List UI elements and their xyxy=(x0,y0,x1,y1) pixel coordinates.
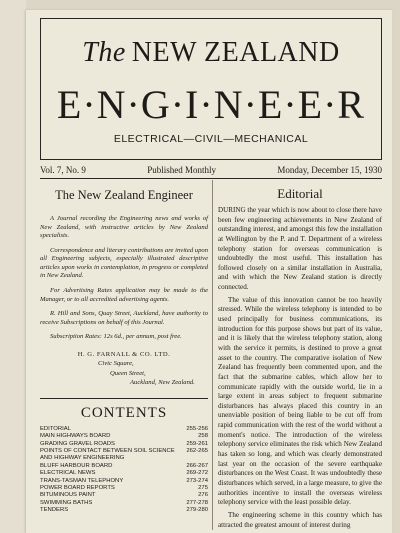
publisher-address xyxy=(40,350,208,388)
contents-row xyxy=(40,448,208,463)
contents-pages: 279-280 xyxy=(186,507,208,514)
contents-title: BITUMINOUS PAINT xyxy=(40,492,96,499)
contents-row xyxy=(40,500,208,507)
contents-pages: 259-261 xyxy=(186,440,208,447)
contents-pages: 258 xyxy=(198,433,208,440)
address-line-1: Civic Square, xyxy=(98,360,134,368)
journal-title: The New Zealand Engineer xyxy=(55,188,193,202)
contents-pages: 255-256 xyxy=(186,425,208,432)
contents-row xyxy=(40,478,208,485)
editorial-paragraph: The value of this innovation cannot be too heavily stressed. While the wireless telephony is intended to be used principally for business communications, its introduction for this purpose shows but part of its value, and it is likely that the wireless telephony station, along with the service it permits, is destined to prove a great asset to the country. The comparative isolation of New Zealand has frequently been commented upon, and the fact that the submarine cables, which allow her to communicate rapidly with the outside world, lie in a large extent in areas subject to frequent submarine disturbances has always placed this country in an unenviable position of being liable to be cut off from rapid communication with the rest of the world without a moment's notice. The introduction of the wireless telephony service eliminates the risk which New Zealand has taken so long, and which was clearly demonstrated last year on the occasion of the severe earthquake disturbances on the West Coast. It was undoubtedly these disturbances which served, in a large measure, to give the authorities incentive to install the overseas wireless telephony service with the least possible delay. xyxy=(218,295,382,507)
advertising-notice: For Advertising Rates application may be made to the Manager, or to all accredited advertising agents. xyxy=(40,286,208,303)
contents-heading: CONTENTS xyxy=(80,404,168,421)
masthead-title xyxy=(41,37,381,69)
contents-pages: 262-265 xyxy=(186,448,208,455)
editorial-heading: Editorial xyxy=(277,186,323,201)
column-divider xyxy=(212,180,213,530)
contents-pages: 273-274 xyxy=(186,477,208,484)
address-line-2: Queen Street, xyxy=(110,369,146,377)
contents-title: MAIN HIGHWAYS BOARD xyxy=(40,433,111,440)
contents-title: ELECTRICAL NEWS xyxy=(40,470,96,477)
subscription-rates: Subscription Rates: 12s 6d., per annum, post free. xyxy=(50,333,182,341)
issue-date: Monday, December 15, 1930 xyxy=(277,165,382,175)
contents-title: SWIMMING BATHS xyxy=(40,499,93,506)
right-column xyxy=(218,186,382,533)
contents-row xyxy=(40,433,208,440)
editorial-paragraph: The engineering scheme in this country which has attracted the greatest amount of interest during xyxy=(218,510,382,529)
contents-title: POWER BOARD REPORTS xyxy=(40,484,115,491)
contents-pages: 276 xyxy=(198,492,208,499)
contents-table xyxy=(40,426,208,515)
masthead-new-zealand: NEW ZEALAND xyxy=(131,37,340,68)
masthead-engineer: E·N·G·I·N·E·E·R xyxy=(56,82,366,127)
contents-pages: 275 xyxy=(198,484,208,491)
contents-pages: 266-267 xyxy=(186,462,208,469)
contents-row xyxy=(40,470,208,477)
masthead-tagline: ELECTRICAL—CIVIL—MECHANICAL xyxy=(113,133,309,145)
contents-pages: 277-278 xyxy=(186,499,208,506)
issue-volume: Vol. 7, No. 9 xyxy=(40,165,86,175)
contents-row xyxy=(40,426,208,433)
magazine-page xyxy=(26,10,392,533)
contents-divider xyxy=(40,398,208,399)
editorial-paragraph: DURING the year which is now about to close there have been few engineering achievements in New Zealand of outstanding interest, and amongst this few the installation at Wellington by the P. and T. Department of a wireless telephony station for overseas communication is undoubtedly the most useful. This installation has followed closely on a similar installation in Australia, and with which the New Zealand station is directly connected. xyxy=(218,206,382,292)
contents-title: POINTS OF CONTACT BETWEEN SOIL SCIENCE AND HIGHWAY ENGINEERING xyxy=(40,448,175,462)
contents-row xyxy=(40,492,208,499)
contents-row xyxy=(40,463,208,470)
subscription-agent-notice: R. Hill and Sons, Quay Street, Auckland, have authority to receive Subscriptions on behalf of this Journal. xyxy=(40,310,208,326)
contents-title: EDITORIAL xyxy=(40,425,71,432)
issue-frequency: Published Monthly xyxy=(147,165,216,175)
page-gutter xyxy=(0,0,26,533)
contents-title: TRANS-TASMAN TELEPHONY xyxy=(40,477,124,484)
contents-title: BLUFF HARBOUR BOARD xyxy=(40,462,113,469)
issue-bar xyxy=(40,164,382,179)
left-column xyxy=(40,188,208,514)
contents-row xyxy=(40,485,208,492)
contributions-notice: Correspondence and literary contributions are invited upon all Engineering subjects, especially illustrated descriptive articles upon works in contemplation, in progress or completed in New Zealand. xyxy=(40,246,208,280)
contents-row xyxy=(40,441,208,448)
contents-title: TENDERS xyxy=(40,507,69,514)
contents-row xyxy=(40,507,208,514)
journal-description: A Journal recording the Engineering news and works of New Zealand, with instructive articles by New Zealand specialists. xyxy=(40,215,208,240)
contents-title: GRADING GRAVEL ROADS xyxy=(40,440,115,447)
masthead xyxy=(40,18,382,160)
publisher-firm: H. G. FARNALL & CO. LTD. xyxy=(77,350,171,358)
masthead-the: The xyxy=(82,37,126,68)
address-line-3: Auckland, New Zealand. xyxy=(130,379,195,387)
contents-pages: 269-272 xyxy=(186,470,208,477)
